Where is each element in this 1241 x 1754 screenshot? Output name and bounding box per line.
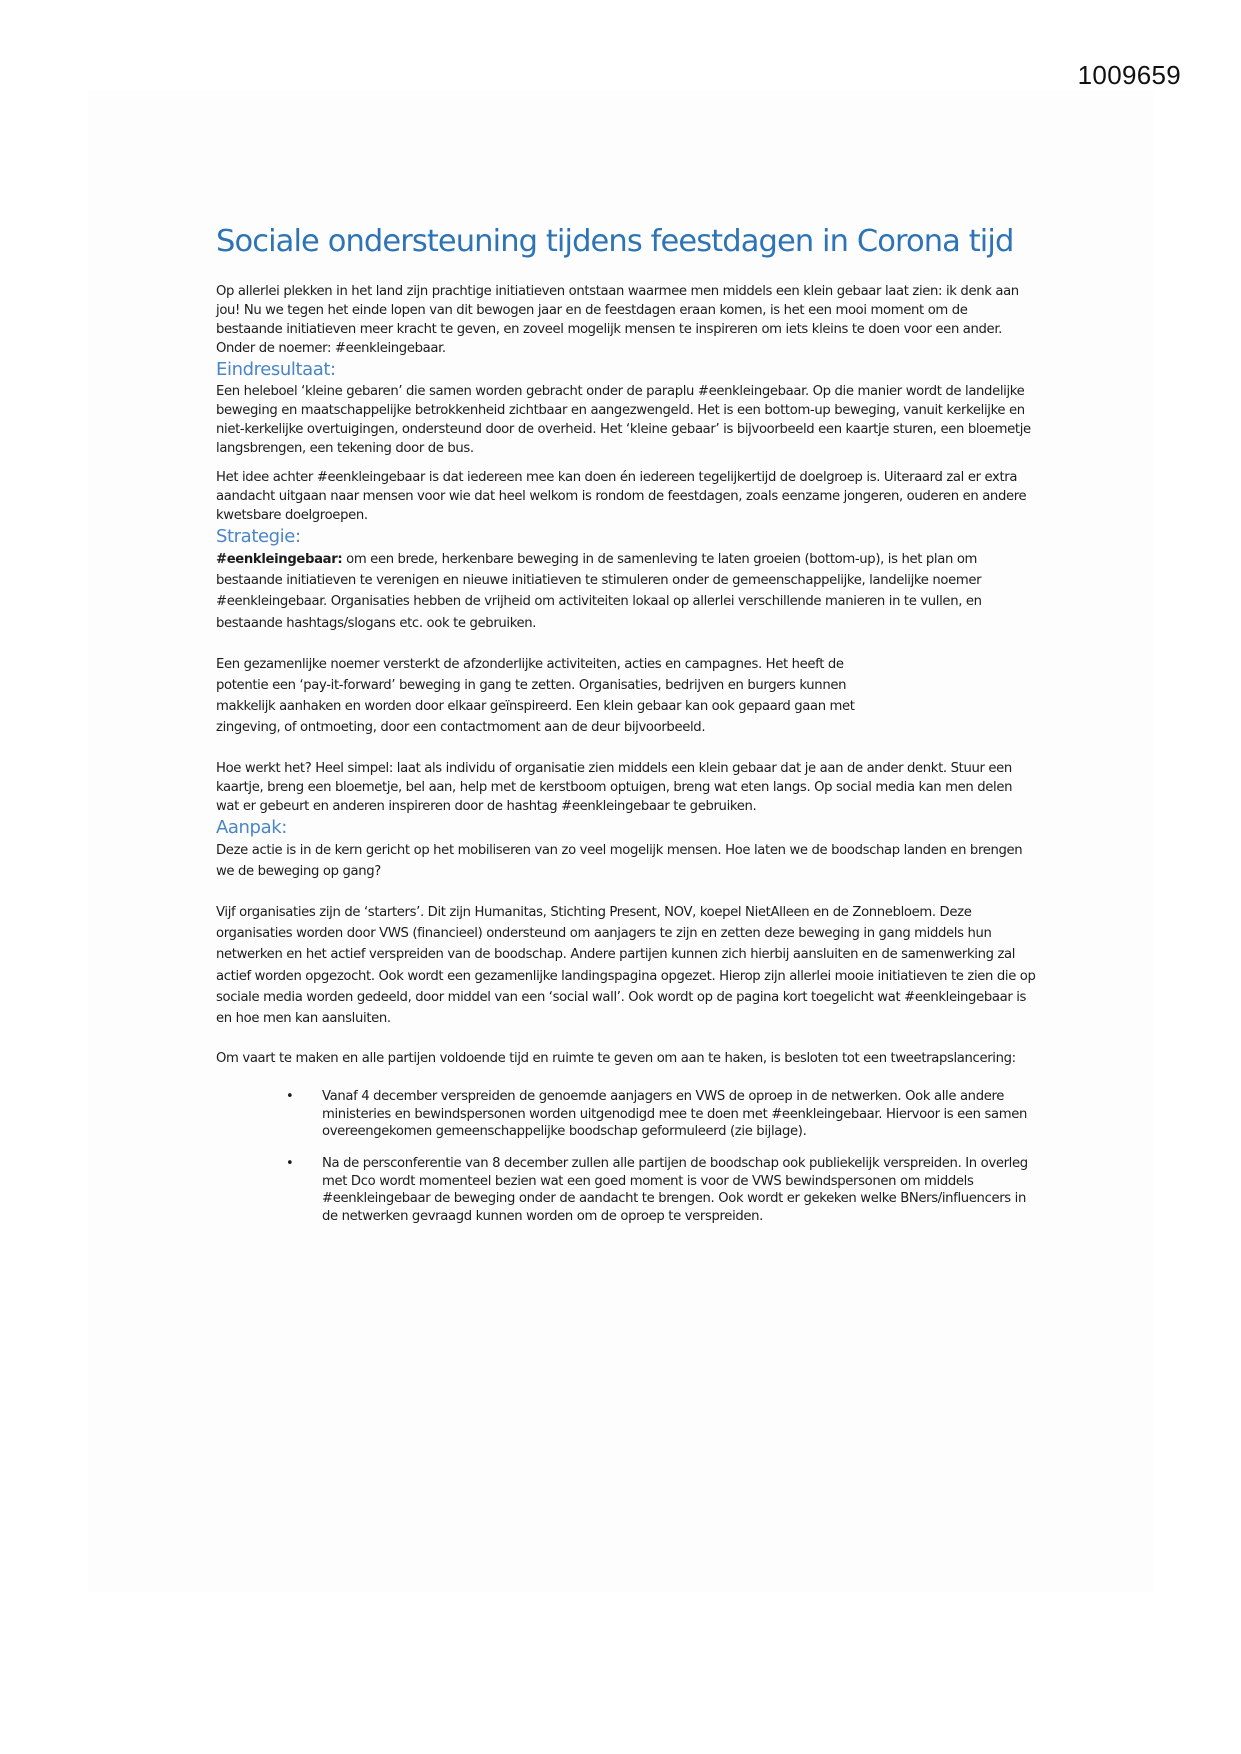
strategie-paragraph-2: Hoe werkt het? Heel simpel: laat als individu of organisatie zien middels een klein gebaar dat je aan de ander denkt. Stuur een kaartje, breng een bloemetje, bel aan, help met de kerstboom optuigen, breng wat eten langs. Op social media kan men delen wat er gebeurt en anderen inspireren door de hashtag #eenkleingebaar te gebruiken. xyxy=(216,760,1013,814)
aanpak-paragraph-2: Vijf organisaties zijn de ‘starters’. Dit zijn Humanitas, Stichting Present, NOV, koepel NietAlleen en de Zonnebloem. Deze organisaties worden door VWS (financieel) ondersteund om aanjagers te zijn en zetten deze beweging in gang middels hun netwerken en het actief verspreiden van de boodschap. Andere partijen kunnen zich hierbij aansluiten en de samenwerking zal actief worden opgezocht. Ook wordt een gezamenlijke landingspagina opgezet. Hierop zijn allerlei mooie initiatieven te zien die op sociale media worden gedeeld, door middel van een ‘social wall’. Ook wordt op de pagina kort toegelicht wat #eenkleingebaar is en hoe men kan aansluiten. xyxy=(216,905,1036,1027)
strategie-lead-text: om een brede, herkenbare beweging in de samenleving te laten groeien (bottom-up), is het plan om bestaande initiatieven te verenigen en nieuwe initiatieven te stimuleren onder de gemeenschappelijke, landelijke noemer #eenkleingebaar. Organisaties hebben de vrijheid om activiteiten lokaal op allerlei verschillende manieren in te vullen, en bestaande hashtags/slogans etc. ook te gebruiken. xyxy=(216,552,982,631)
section-aanpak xyxy=(216,816,1036,1226)
intro-paragraph: Op allerlei plekken in het land zijn prachtige initiatieven ontstaan waarmee men middels een klein gebaar laat zien: ik denk aan jou! Nu we tegen het einde lopen van dit bewogen jaar en de feestdagen eraan komen, is het een mooi moment om de bestaande initiatieven meer kracht te geven, en zoveel mogelijk mensen te inspireren om iets kleins te doen voor een ander. Onder de noemer: #eenkleingebaar. xyxy=(216,284,1019,356)
list-item xyxy=(286,1088,1036,1141)
aanpak-paragraph-1: Deze actie is in de kern gericht op het mobiliseren van zo veel mogelijk mensen. Hoe laten we de boodschap landen en brengen we de beweging op gang? xyxy=(216,842,1023,879)
eindresultaat-paragraph-2: Het idee achter #eenkleingebaar is dat iedereen mee kan doen én iedereen tegelijkertijd de doelgroep is. Uiteraard zal er extra aandacht uitgaan naar mensen voor wie dat heel welkom is rondom de feestdagen, zoals eenzame jongeren, ouderen en andere kwetsbare doelgroepen. xyxy=(216,470,1027,523)
strategie-paragraph-1: Een gezamenlijke noemer versterkt de afzonderlijke activiteiten, acties en campagnes. Het heeft de potentie een ‘pay-it-forward’ beweging in gang te zetten. Organisaties, bedrijven en burgers kunnen makkelijk aanhaken en worden door elkaar geïnspireerd. Een klein gebaar kan ook gepaard gaan met zingeving, of ontmoeting, door een contactmoment aan de deur bijvoorbeeld. xyxy=(216,656,855,736)
document-number: 1009659 xyxy=(1077,60,1181,90)
section-heading-aanpak: Aanpak: xyxy=(216,816,287,838)
bullet-icon: • xyxy=(286,1156,294,1172)
list-item-text: Vanaf 4 december verspreiden de genoemde aanjagers en VWS de oproep in de netwerken. Ook alle andere ministeries en bewindspersonen worden uitgenodigd mee te doen met #eenkleingebaar. Hiervoor is een samen overeengekomen gemeenschappelijke boodschap geformuleerd (zie bijlage). xyxy=(322,1089,1028,1140)
page-title: Sociale ondersteuning tijdens feestdagen in Corona tijd xyxy=(216,224,1014,259)
section-strategie xyxy=(216,525,1036,816)
bullet-icon: • xyxy=(286,1089,294,1105)
eindresultaat-paragraph-1: Een heleboel ‘kleine gebaren’ die samen worden gebracht onder de paraplu #eenkleingebaar. Op die manier wordt de landelijke beweging en maatschappelijke betrokkenheid zichtbaar en aangezwengeld. Het is een bottom-up beweging, vanuit kerkelijke en niet-kerkelijke overtuigingen, ondersteund door de overheid. Het ‘kleine gebaar’ is bijvoorbeeld een kaartje sturen, een bloemetje langsbrengen, een tekening door de bus. xyxy=(216,384,1031,456)
section-heading-strategie: Strategie: xyxy=(216,526,301,547)
section-eindresultaat xyxy=(216,358,1036,525)
section-heading-eindresultaat: Eindresultaat: xyxy=(216,359,336,380)
aanpak-paragraph-3: Om vaart te maken en alle partijen voldoende tijd en ruimte te geven om aan te haken, is besloten tot een tweetrapslancering: xyxy=(216,1051,1016,1067)
hashtag-lead: #eenkleingebaar: xyxy=(216,552,343,567)
launch-steps-list xyxy=(216,1088,1036,1225)
document-content xyxy=(216,222,1036,1239)
strategie-lead-paragraph xyxy=(216,549,1036,634)
list-item xyxy=(286,1155,1036,1225)
list-item-text: Na de persconferentie van 8 december zullen alle partijen de boodschap ook publiekelijk verspreiden. In overleg met Dco wordt momenteel bezien wat een goed moment is voor de VWS bewindspersonen om middels #eenkleingebaar de beweging onder de aandacht te brengen. Ook wordt er gekeken welke BNers/influencers in de netwerken gevraagd kunnen worden om de oproep te verspreiden. xyxy=(322,1156,1028,1224)
